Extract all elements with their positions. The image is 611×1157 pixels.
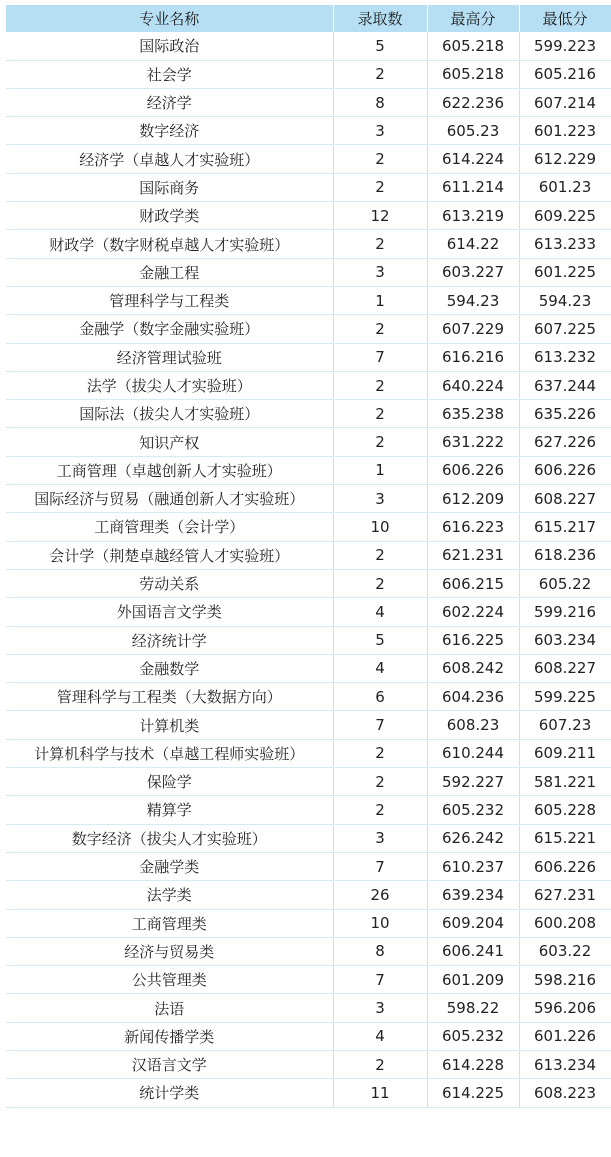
max-score-cell: 614.224 [427,145,519,173]
admitted-count-cell: 1 [333,286,427,314]
min-score-cell: 607.214 [519,88,611,116]
table-row [6,371,611,399]
admitted-count-cell: 3 [333,117,427,145]
max-score-cell: 606.215 [427,569,519,597]
admitted-count-cell: 2 [333,569,427,597]
major-name-cell: 金融数学 [6,654,333,682]
major-name-cell: 经济与贸易类 [6,937,333,965]
table-row [6,1022,611,1050]
admitted-count-cell: 2 [333,1050,427,1078]
min-score-cell: 637.244 [519,371,611,399]
table-row [6,513,611,541]
max-score-cell: 608.23 [427,711,519,739]
min-score-cell: 627.231 [519,881,611,909]
max-score-cell: 602.224 [427,598,519,626]
major-name-cell: 法学类 [6,881,333,909]
max-score-cell: 594.23 [427,286,519,314]
admitted-count-cell: 2 [333,371,427,399]
table-row [6,32,611,60]
max-score-cell: 612.209 [427,485,519,513]
table-row [6,937,611,965]
table-row [6,456,611,484]
table-row [6,711,611,739]
major-name-cell: 工商管理类 [6,909,333,937]
min-score-cell: 615.217 [519,513,611,541]
table-row [6,485,611,513]
min-score-cell: 607.23 [519,711,611,739]
major-name-cell: 法学（拔尖人才实验班） [6,371,333,399]
max-score-cell: 614.225 [427,1079,519,1107]
min-score-cell: 605.216 [519,60,611,88]
major-name-cell: 统计学类 [6,1079,333,1107]
major-name-cell: 新闻传播学类 [6,1022,333,1050]
max-score-cell: 614.22 [427,230,519,258]
admitted-count-cell: 4 [333,1022,427,1050]
max-score-cell: 610.237 [427,852,519,880]
min-score-cell: 601.225 [519,258,611,286]
max-score-cell: 611.214 [427,173,519,201]
admitted-count-cell: 2 [333,230,427,258]
major-name-cell: 国际经济与贸易（融通创新人才实验班） [6,485,333,513]
table-row [6,824,611,852]
max-score-cell: 592.227 [427,768,519,796]
major-name-cell: 精算学 [6,796,333,824]
table-row [6,881,611,909]
table-row [6,117,611,145]
table-row [6,966,611,994]
header-max-score: 最高分 [427,5,519,32]
major-name-cell: 保险学 [6,768,333,796]
admitted-count-cell: 1 [333,456,427,484]
min-score-cell: 601.23 [519,173,611,201]
max-score-cell: 613.219 [427,202,519,230]
table-row [6,1079,611,1107]
max-score-cell: 606.226 [427,456,519,484]
table-row [6,60,611,88]
admitted-count-cell: 3 [333,485,427,513]
admission-table-container [6,5,611,1108]
max-score-cell: 606.241 [427,937,519,965]
admitted-count-cell: 8 [333,937,427,965]
major-name-cell: 汉语言文学 [6,1050,333,1078]
table-row [6,258,611,286]
major-name-cell: 经济学 [6,88,333,116]
major-name-cell: 数字经济 [6,117,333,145]
header-major-name: 专业名称 [6,5,333,32]
admitted-count-cell: 4 [333,654,427,682]
max-score-cell: 605.232 [427,1022,519,1050]
min-score-cell: 581.221 [519,768,611,796]
major-name-cell: 法语 [6,994,333,1022]
min-score-cell: 605.22 [519,569,611,597]
max-score-cell: 610.244 [427,739,519,767]
major-name-cell: 管理科学与工程类（大数据方向） [6,683,333,711]
min-score-cell: 599.225 [519,683,611,711]
max-score-cell: 616.223 [427,513,519,541]
table-row [6,88,611,116]
major-name-cell: 国际商务 [6,173,333,201]
table-row [6,683,611,711]
min-score-cell: 618.236 [519,541,611,569]
admitted-count-cell: 3 [333,994,427,1022]
max-score-cell: 626.242 [427,824,519,852]
admission-scores-table [6,5,611,1108]
min-score-cell: 613.234 [519,1050,611,1078]
major-name-cell: 金融学（数字金融实验班） [6,315,333,343]
table-row [6,796,611,824]
min-score-cell: 608.223 [519,1079,611,1107]
min-score-cell: 635.226 [519,400,611,428]
table-row [6,343,611,371]
admitted-count-cell: 2 [333,145,427,173]
table-header-row [6,5,611,32]
min-score-cell: 609.211 [519,739,611,767]
min-score-cell: 606.226 [519,456,611,484]
max-score-cell: 635.238 [427,400,519,428]
min-score-cell: 609.225 [519,202,611,230]
admitted-count-cell: 3 [333,258,427,286]
table-row [6,994,611,1022]
major-name-cell: 社会学 [6,60,333,88]
table-row [6,654,611,682]
major-name-cell: 外国语言文学类 [6,598,333,626]
admitted-count-cell: 3 [333,824,427,852]
major-name-cell: 计算机科学与技术（卓越工程师实验班） [6,739,333,767]
max-score-cell: 614.228 [427,1050,519,1078]
min-score-cell: 612.229 [519,145,611,173]
max-score-cell: 609.204 [427,909,519,937]
min-score-cell: 594.23 [519,286,611,314]
major-name-cell: 劳动关系 [6,569,333,597]
min-score-cell: 615.221 [519,824,611,852]
max-score-cell: 607.229 [427,315,519,343]
admitted-count-cell: 5 [333,626,427,654]
min-score-cell: 613.233 [519,230,611,258]
min-score-cell: 607.225 [519,315,611,343]
table-row [6,852,611,880]
major-name-cell: 经济管理试验班 [6,343,333,371]
max-score-cell: 605.218 [427,60,519,88]
major-name-cell: 工商管理（卓越创新人才实验班） [6,456,333,484]
max-score-cell: 622.236 [427,88,519,116]
min-score-cell: 608.227 [519,654,611,682]
admitted-count-cell: 7 [333,711,427,739]
table-row [6,598,611,626]
max-score-cell: 608.242 [427,654,519,682]
min-score-cell: 599.223 [519,32,611,60]
major-name-cell: 经济学（卓越人才实验班） [6,145,333,173]
admitted-count-cell: 2 [333,315,427,343]
header-min-score: 最低分 [519,5,611,32]
table-row [6,626,611,654]
min-score-cell: 606.226 [519,852,611,880]
min-score-cell: 601.223 [519,117,611,145]
major-name-cell: 管理科学与工程类 [6,286,333,314]
major-name-cell: 计算机类 [6,711,333,739]
table-row [6,768,611,796]
max-score-cell: 639.234 [427,881,519,909]
admitted-count-cell: 2 [333,60,427,88]
min-score-cell: 608.227 [519,485,611,513]
min-score-cell: 627.226 [519,428,611,456]
admitted-count-cell: 2 [333,428,427,456]
min-score-cell: 601.226 [519,1022,611,1050]
max-score-cell: 605.23 [427,117,519,145]
min-score-cell: 600.208 [519,909,611,937]
major-name-cell: 会计学（荆楚卓越经管人才实验班） [6,541,333,569]
admitted-count-cell: 8 [333,88,427,116]
max-score-cell: 603.227 [427,258,519,286]
major-name-cell: 公共管理类 [6,966,333,994]
max-score-cell: 621.231 [427,541,519,569]
table-row [6,173,611,201]
major-name-cell: 经济统计学 [6,626,333,654]
max-score-cell: 605.218 [427,32,519,60]
admitted-count-cell: 26 [333,881,427,909]
table-row [6,909,611,937]
table-row [6,230,611,258]
header-admitted-count: 录取数 [333,5,427,32]
table-row [6,569,611,597]
admitted-count-cell: 6 [333,683,427,711]
table-row [6,202,611,230]
admitted-count-cell: 10 [333,909,427,937]
admitted-count-cell: 7 [333,852,427,880]
table-row [6,315,611,343]
major-name-cell: 财政学（数字财税卓越人才实验班） [6,230,333,258]
min-score-cell: 605.228 [519,796,611,824]
max-score-cell: 616.216 [427,343,519,371]
table-row [6,145,611,173]
admitted-count-cell: 2 [333,173,427,201]
admitted-count-cell: 10 [333,513,427,541]
min-score-cell: 603.22 [519,937,611,965]
admitted-count-cell: 2 [333,400,427,428]
table-row [6,1050,611,1078]
table-row [6,428,611,456]
admitted-count-cell: 12 [333,202,427,230]
max-score-cell: 604.236 [427,683,519,711]
admitted-count-cell: 7 [333,966,427,994]
major-name-cell: 数字经济（拔尖人才实验班） [6,824,333,852]
min-score-cell: 603.234 [519,626,611,654]
max-score-cell: 616.225 [427,626,519,654]
major-name-cell: 知识产权 [6,428,333,456]
max-score-cell: 605.232 [427,796,519,824]
admitted-count-cell: 2 [333,739,427,767]
table-row [6,739,611,767]
admitted-count-cell: 11 [333,1079,427,1107]
admitted-count-cell: 4 [333,598,427,626]
major-name-cell: 国际法（拔尖人才实验班） [6,400,333,428]
major-name-cell: 金融学类 [6,852,333,880]
min-score-cell: 613.232 [519,343,611,371]
table-body [6,32,611,1107]
min-score-cell: 599.216 [519,598,611,626]
min-score-cell: 598.216 [519,966,611,994]
admitted-count-cell: 5 [333,32,427,60]
max-score-cell: 598.22 [427,994,519,1022]
max-score-cell: 601.209 [427,966,519,994]
admitted-count-cell: 7 [333,343,427,371]
table-row [6,400,611,428]
table-row [6,286,611,314]
major-name-cell: 金融工程 [6,258,333,286]
major-name-cell: 财政学类 [6,202,333,230]
min-score-cell: 596.206 [519,994,611,1022]
major-name-cell: 工商管理类（会计学） [6,513,333,541]
admitted-count-cell: 2 [333,796,427,824]
major-name-cell: 国际政治 [6,32,333,60]
table-row [6,541,611,569]
max-score-cell: 631.222 [427,428,519,456]
admitted-count-cell: 2 [333,541,427,569]
admitted-count-cell: 2 [333,768,427,796]
max-score-cell: 640.224 [427,371,519,399]
